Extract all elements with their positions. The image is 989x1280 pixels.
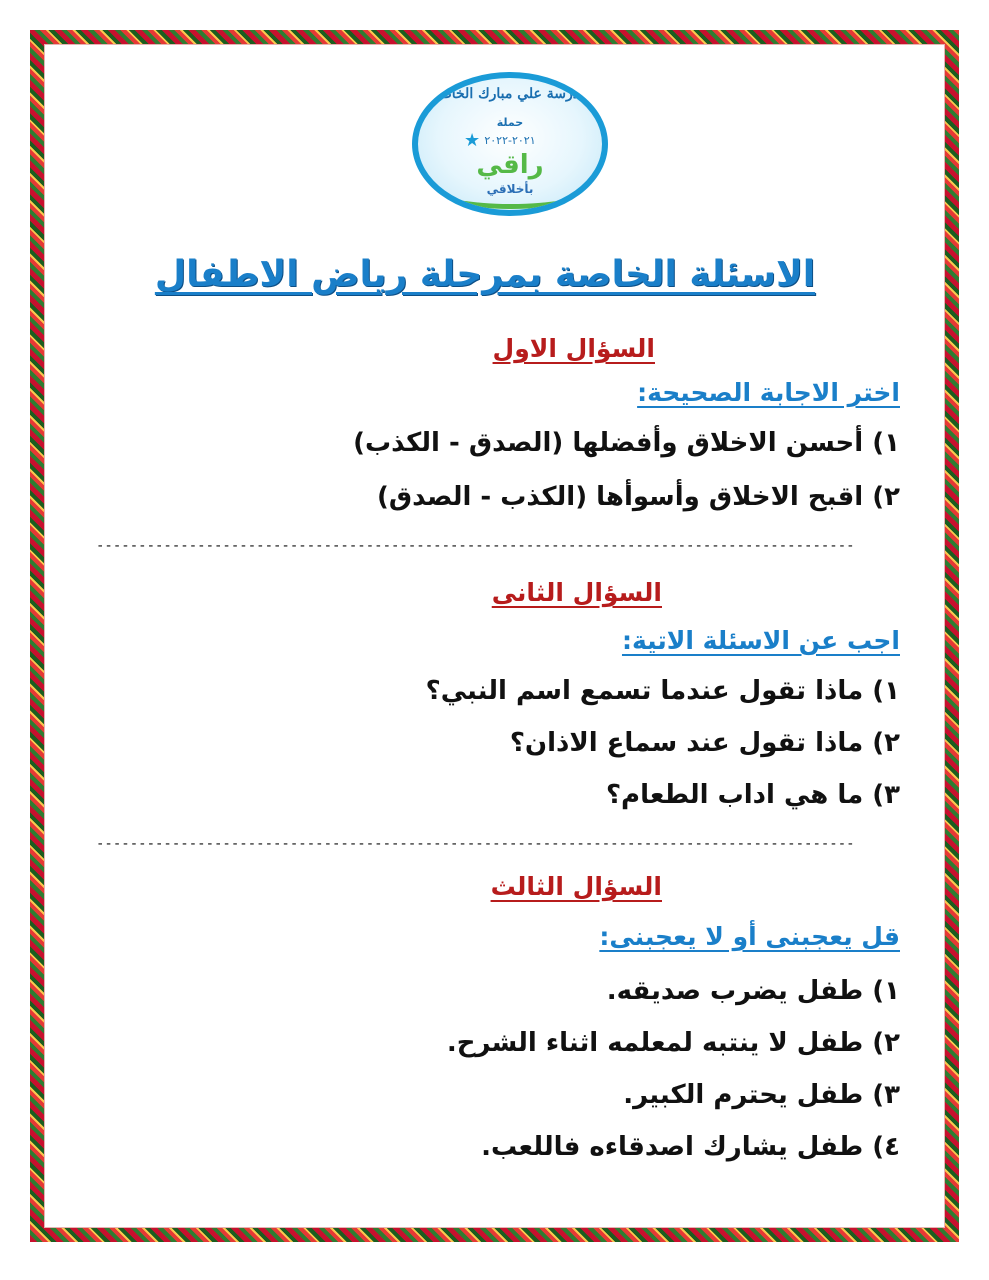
- page-title: الاسئلة الخاصة بمرحلة رياض الاطفال: [154, 254, 816, 295]
- section-2-instruction: اجب عن الاسئلة الاتية:: [621, 626, 900, 655]
- logo-school-name: مدرسة علي مبارك الخاصة: [432, 86, 588, 102]
- section-2-heading: السؤال الثانى: [491, 578, 662, 607]
- logo-slogan-sub: بأخلاقي: [486, 182, 534, 196]
- section-3-heading: السؤال الثالث: [490, 872, 662, 901]
- logo-years: ٢٠٢١-٢٠٢٢: [484, 134, 536, 147]
- section-3-item-3: ٣) طفل يحترم الكبير.: [623, 1080, 900, 1110]
- logo-slogan-main: راقي: [476, 150, 544, 180]
- section-1-item-2: ٢) اقبح الاخلاق وأسوأها (الكذب - الصدق): [376, 482, 900, 512]
- section-3-item-1: ١) طفل يضرب صديقه.: [606, 976, 900, 1006]
- divider-1: ------------------------------------------------------------------------------------------: [96, 538, 855, 554]
- section-2-item-3: ٣) ما هي اداب الطعام؟: [605, 780, 900, 810]
- divider-2: ------------------------------------------------------------------------------------------: [96, 836, 855, 852]
- school-logo: [412, 72, 608, 216]
- section-1-item-1: ١) أحسن الاخلاق وأفضلها (الصدق - الكذب): [353, 428, 900, 458]
- section-2-item-1: ١) ماذا تقول عندما تسمع اسم النبي؟: [425, 676, 900, 706]
- section-1-heading: السؤال الاول: [492, 334, 655, 363]
- star-icon: ★: [464, 130, 481, 151]
- section-3-item-4: ٤) طفل يشارك اصدقاءه فاللعب.: [481, 1132, 900, 1162]
- logo-campaign: حملة: [496, 116, 524, 129]
- section-2-item-2: ٢) ماذا تقول عند سماع الاذان؟: [509, 728, 900, 758]
- section-3-item-2: ٢) طفل لا ينتبه لمعلمه اثناء الشرح.: [446, 1028, 900, 1058]
- section-3-instruction: قل يعجبنى أو لا يعجبنى:: [599, 922, 900, 951]
- section-1-instruction: اختر الاجابة الصحيحة:: [637, 378, 900, 407]
